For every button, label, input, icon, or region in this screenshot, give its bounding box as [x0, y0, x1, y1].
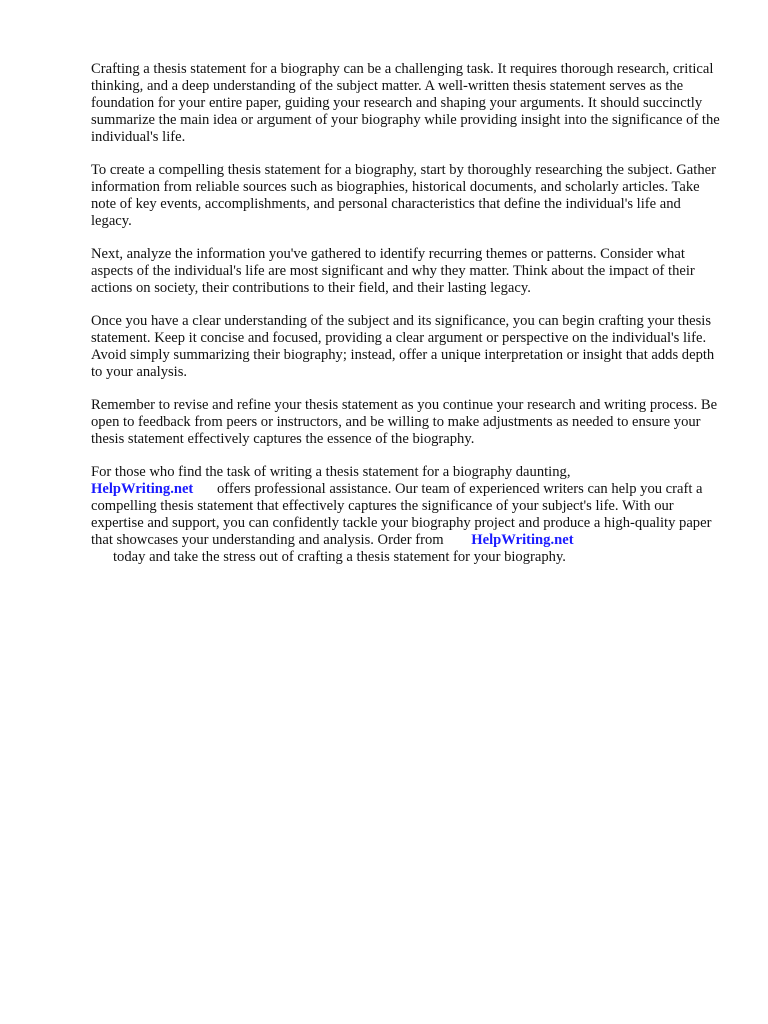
helpwriting-link-2[interactable]: HelpWriting.net — [471, 532, 574, 548]
paragraph-research: To create a compelling thesis statement for a biography, start by thoroughly researching the subject. Gather information from reliable sources such as biographies, historical documents, and scholarly articles. Take note of key events, accomplishments, and personal characteristics that define the individual's life and legacy. — [91, 162, 716, 229]
paragraph-crafting: Once you have a clear understanding of the subject and its significance, you can begin crafting your thesis statement. Keep it concise and focused, providing a clear argument or perspective on the individual's life. Avoid simply summarizing their biography; instead, offer a unique interpretation or insight that adds depth to your analysis. — [91, 313, 715, 380]
offer-end-text: today and take the stress out of crafting a thesis statement for your biography. — [113, 549, 566, 565]
helpwriting-link-1[interactable]: HelpWriting.net — [91, 481, 194, 497]
paragraph-intro: Crafting a thesis statement for a biography can be a challenging task. It requires thorough research, critical thinking, and a deep understanding of the subject matter. A well-written thesis statement serves as the foundation for your entire paper, guiding your research and shaping your arguments. It should succinctly summarize the main idea or argument of your biography while providing insight into the significance of the individual's life. — [91, 61, 720, 145]
offer-middle-text: offers professional assistance. Our team of experienced writers can help you craft a compelling thesis statement that effectively captures the significance of your subject's life. With our expertise and support, you can confidently tackle your biography project and produce a high-quality paper that showcases your understanding and analysis. Order from — [91, 481, 712, 548]
paragraph-offer — [91, 464, 721, 566]
paragraph-analyze: Next, analyze the information you've gathered to identify recurring themes or patterns. Consider what aspects of the individual's life are most significant and why they matter. Think about the impact of their actions on society, their contributions to their field, and their lasting legacy. — [91, 246, 695, 296]
document-body — [91, 61, 721, 582]
offer-intro-text: For those who find the task of writing a thesis statement for a biography daunting, — [91, 464, 571, 480]
paragraph-revise: Remember to revise and refine your thesis statement as you continue your research and writing process. Be open to feedback from peers or instructors, and be willing to make adjustments as needed to ensure your thesis statement effectively captures the essence of the biography. — [91, 397, 718, 447]
